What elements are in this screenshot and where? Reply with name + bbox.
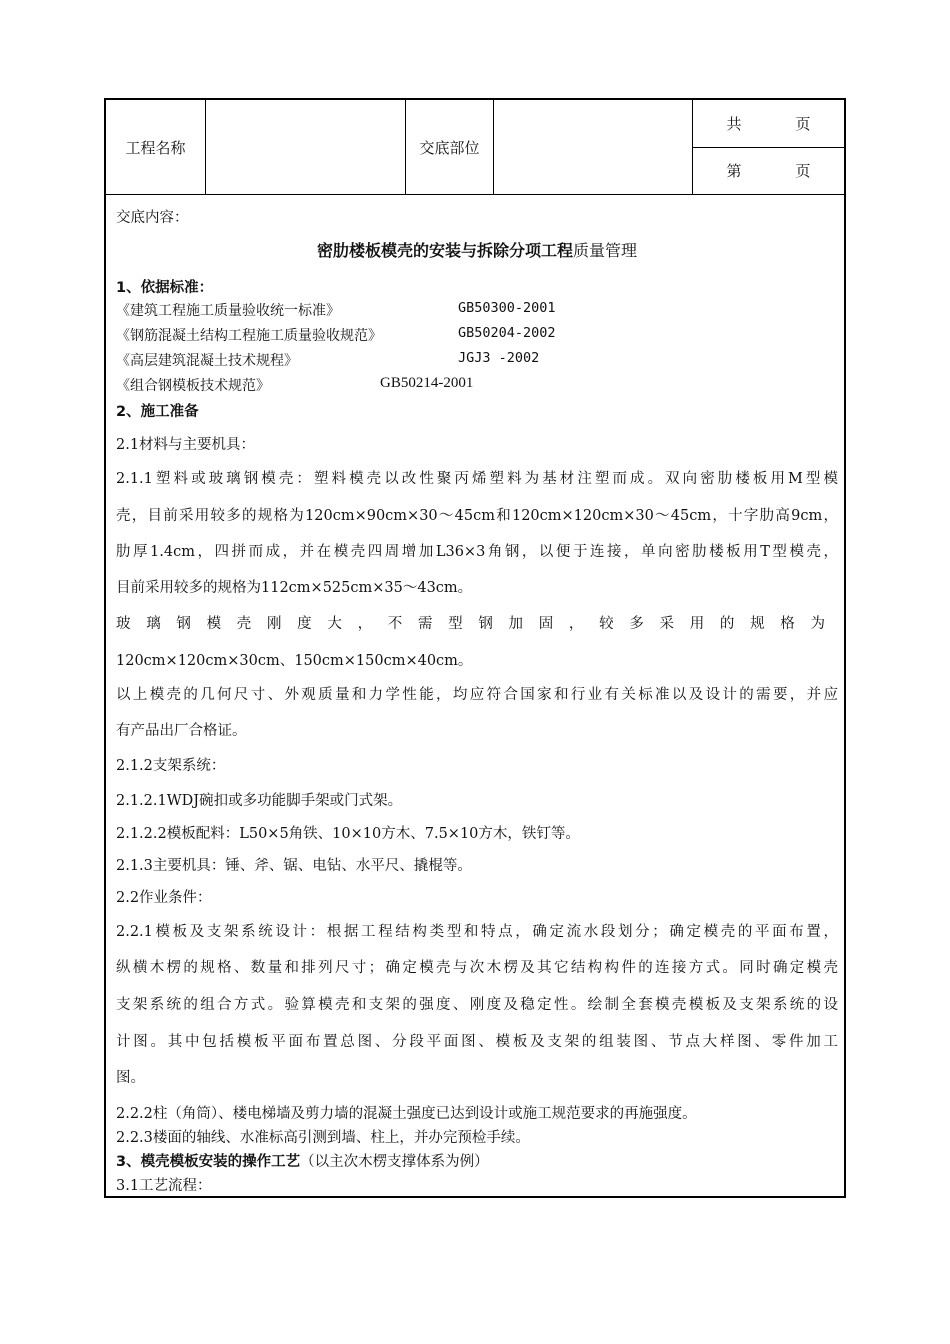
standard-code: JGJ3 -2002 — [458, 350, 540, 366]
standard-name: 《高层建筑混凝土技术规程》 — [116, 353, 298, 369]
project-name-label: 工程名称 — [106, 100, 206, 194]
intro-label: 交底内容： — [116, 210, 189, 226]
standard-row — [116, 300, 556, 320]
para-2-1-2-1: 2.1.2.1WDJ碗扣或多功能脚手架或门式架。 — [116, 793, 403, 809]
para-2-2-1-line: 图。 — [116, 1070, 145, 1086]
para-2-1-1-line: 2.1.1塑料或玻璃钢模壳：塑料模壳以改性聚丙烯塑料为基材注塑而成。双向密肋楼板用M型模 — [116, 471, 838, 487]
standard-name: 《组合钢模板技术规范》 — [116, 378, 270, 394]
para-2-2: 2.2作业条件： — [116, 890, 212, 906]
page-label-a: 第 — [726, 162, 742, 181]
total-pages-label-a: 共 — [726, 114, 742, 133]
para-2-1-2-2: 2.1.2.2模板配料：L50×5角铁、10×10方木、7.5×10方木，铁钉等。 — [116, 826, 580, 842]
standard-row — [116, 375, 474, 395]
project-name-value[interactable] — [206, 100, 406, 194]
total-pages-label-b: 页 — [795, 114, 811, 133]
page-count-cell — [693, 100, 844, 194]
para-2-2-1-line: 2.2.1模板及支架系统设计：根据工程结构类型和特点，确定流水段划分；确定模壳的平面布置， — [116, 924, 838, 940]
para-quality-line: 以上模壳的几何尺寸、外观质量和力学性能，均应符合国家和行业有关标准以及设计的需要，并应 — [116, 687, 838, 703]
page-number — [693, 148, 844, 195]
standard-name: 《钢筋混凝土结构工程施工质量验收规范》 — [116, 328, 382, 344]
para-2-1-1-line: 目前采用较多的规格为112cm×525cm×35～43cm。 — [116, 580, 473, 596]
section-3-heading-bold: 3、模壳模板安装的操作工艺 — [116, 1154, 301, 1170]
para-3-1: 3.1工艺流程： — [116, 1178, 212, 1194]
para-2-1: 2.1材料与主要机具： — [116, 437, 256, 453]
total-pages — [693, 100, 844, 148]
para-2-1-3: 2.1.3主要机具：锤、斧、锯、电钻、水平尺、撬棍等。 — [116, 858, 472, 874]
standard-code: GB50214-2001 — [380, 375, 474, 391]
title-normal: 质量管理 — [573, 241, 638, 260]
standard-code: GB50204-2002 — [458, 325, 556, 341]
form-header — [106, 100, 844, 195]
title-bold: 密肋楼板模壳的安装与拆除分项工程 — [316, 241, 573, 260]
section-2-heading: 2、施工准备 — [116, 404, 199, 420]
part-value[interactable] — [494, 100, 693, 194]
para-2-2-1-line: 支架系统的组合方式。验算模壳和支架的强度、刚度及稳定性。绘制全套模壳模板及支架系统的设 — [116, 997, 838, 1013]
standard-code: GB50300-2001 — [458, 300, 556, 316]
para-2-1-1-line: 壳，目前采用较多的规格为120cm×90cm×30～45cm和120cm×120cm×30～45cm，十字肋高9cm， — [116, 508, 838, 524]
section-3-heading — [116, 1150, 489, 1171]
document-title — [116, 238, 838, 261]
section-3-heading-normal: （以主次木楞支撑体系为例） — [300, 1154, 489, 1170]
standard-name: 《建筑工程施工质量验收统一标准》 — [116, 303, 340, 319]
para-2-1-1-line: 肋厚1.4cm，四拼而成，并在模壳四周增加L36×3角钢，以便于连接，单向密肋楼板用T型模壳， — [116, 544, 838, 560]
standard-row — [116, 350, 540, 370]
disclosure-form — [104, 98, 846, 1198]
para-2-2-3: 2.2.3楼面的轴线、水准标高引测到墙、柱上，并办完预检手续。 — [116, 1130, 530, 1146]
section-1-heading: 1、依据标准： — [116, 280, 214, 296]
para-glass-line: 玻璃钢模壳刚度大，不需型钢加固，较多采用的规格为 — [116, 616, 838, 632]
standard-row — [116, 325, 556, 345]
para-glass-line: 120cm×120cm×30cm、150cm×150cm×40cm。 — [116, 653, 473, 669]
page-label-b: 页 — [795, 162, 811, 181]
part-label: 交底部位 — [406, 100, 494, 194]
para-2-2-2: 2.2.2柱（角筒）、楼电梯墙及剪力墙的混凝土强度已达到设计或施工规范要求的再施强度。 — [116, 1106, 697, 1122]
para-quality-line: 有产品出厂合格证。 — [116, 723, 247, 739]
para-2-1-2: 2.1.2支架系统： — [116, 758, 226, 774]
para-2-2-1-line: 纵横木楞的规格、数量和排列尺寸；确定模壳与次木楞及其它结构构件的连接方式。同时确定模壳 — [116, 960, 838, 976]
para-2-2-1-line: 计图。其中包括模板平面布置总图、分段平面图、模板及支架的组装图、节点大样图、零件加工 — [116, 1034, 838, 1050]
